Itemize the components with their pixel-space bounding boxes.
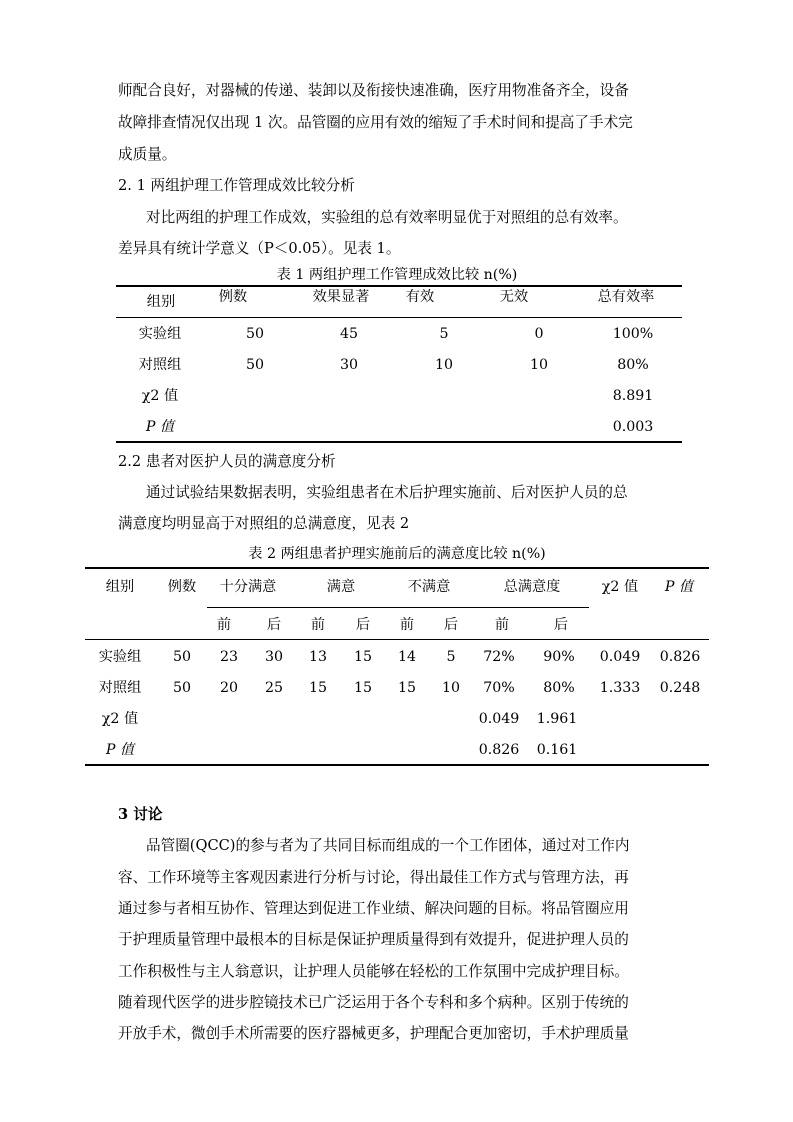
table2-subheader-cell: 前 [494,617,510,633]
table2-subheader-cell: 前 [216,617,232,633]
table1-cell: 5 [439,326,449,342]
table2-subheader-rule [207,607,589,608]
table1-cell: 50 [245,357,265,373]
table2-cell: 14 [397,649,417,665]
table1-header-rule [116,317,682,318]
paragraph-line: 品管圈(QCC)的参与者为了共同目标而组成的一个工作团体，通过对工作内 [146,837,630,854]
table1-bottom-rule [116,441,682,443]
table2-cell: 1.333 [599,680,641,696]
table2-header-cell: 满意 [326,579,356,595]
table2-header-cell: χ2 值 [601,579,639,595]
table2-subheader-cell: 前 [399,617,415,633]
table2-subheader-cell: 后 [443,617,459,633]
table2-subheader-cell: 后 [553,617,569,633]
section-heading-2-2: 2.2 患者对医护人员的满意度分析 [118,453,336,470]
table1-cell: 45 [339,326,359,342]
table1-cell: 8.891 [612,388,654,404]
table1-cell: 0.003 [612,419,654,435]
paragraph-line: 随着现代医学的进步腔镜技术已广泛运用于各个专科和多个病种。区别于传统的 [118,994,629,1011]
table1-cell: 实验组 [138,326,182,342]
table2-cell: 72% [483,649,515,665]
table1-cell: 100% [612,326,654,342]
table2-header-cell: 总满意度 [503,579,561,595]
table2-header-cell: 组别 [105,579,135,595]
table2-cell: 0.826 [478,742,520,758]
table1-header-cell: 组别 [146,294,176,310]
table2-header-cell: 十分满意 [219,579,277,595]
table2-top-rule [85,567,709,569]
paragraph-line: 满意度均明显高于对照组的总满意度，见表 2 [118,515,410,532]
table2-cell: 15 [397,680,417,696]
table1-top-rule [116,285,682,287]
table2-cell: 1.961 [536,711,578,727]
table2-cell: 0.826 [659,649,701,665]
paragraph-line: 容、工作环境等主客观因素进行分析与讨论，得出最佳工作方式与管理方法，再 [118,869,629,886]
table2-cell: 0.049 [478,711,520,727]
table1-header-cell: 无效 [499,289,529,305]
table2-cell: 20 [219,680,239,696]
table2-subheader-cell: 后 [355,617,371,633]
table1-cell: 10 [529,357,549,373]
table2-cell: 30 [264,649,284,665]
table1-caption: 表 1 两组护理工作管理成效比较 n(%) [276,267,518,283]
table2-header-cell: 例数 [167,579,197,595]
table2-cell: 实验组 [98,649,142,665]
table2-cell: 5 [446,649,456,665]
table2-cell: 0.049 [599,649,641,665]
table1-cell: 对照组 [138,357,182,373]
table2-header-cell: 不满意 [407,579,451,595]
paragraph-line: 成质量。 [118,146,177,163]
table2-header-rule [85,639,709,640]
table2-cell: 15 [308,680,328,696]
section-heading-2-1: 2. 1 两组护理工作管理成效比较分析 [118,177,355,194]
paragraph-line: 差异具有统计学意义（P＜0.05）。见表 1。 [118,240,401,257]
table1-cell: 10 [434,357,454,373]
table2-cell: 10 [441,680,461,696]
paragraph-line: 工作积极性与主人翁意识，让护理人员能够在轻松的工作氛围中完成护理目标。 [118,963,629,980]
table2-subheader-cell: 后 [266,617,282,633]
table2-cell: 0.248 [659,680,701,696]
table2-caption: 表 2 两组患者护理实施前后的满意度比较 n(%) [248,546,546,562]
table2-subheader-cell: 前 [310,617,326,633]
table1-header-cell: 有效 [405,289,435,305]
table2-cell: 70% [483,680,515,696]
table1-header-cell: 例数 [218,289,248,305]
paragraph-line: 故障排查情况仅出现 1 次。品管圈的应用有效的缩短了手术时间和提高了手术完 [118,114,633,131]
section-heading-3: 3 讨论 [118,806,163,823]
table2-header-cell: P 值 [664,579,694,595]
table2-cell: 80% [543,680,575,696]
table2-cell: 50 [172,680,192,696]
table1-cell: 50 [245,326,265,342]
table1-cell: 0 [534,326,544,342]
table1-cell: P 值 [145,419,175,435]
table2-cell: P 值 [105,742,135,758]
table1-cell: χ2 值 [141,388,179,404]
table2-cell: 0.161 [536,742,578,758]
table2-cell: 15 [353,649,373,665]
table2-cell: 25 [264,680,284,696]
table2-cell: 13 [308,649,328,665]
paragraph-line: 对比两组的护理工作成效，实验组的总有效率明显优于对照组的总有效率。 [146,209,628,226]
table2-cell: 50 [172,649,192,665]
table2-bottom-rule [85,764,709,766]
paragraph-line: 于护理质量管理中最根本的目标是保证护理质量得到有效提升，促进护理人员的 [118,931,629,948]
table2-cell: 90% [543,649,575,665]
table2-cell: 对照组 [98,680,142,696]
paragraph-line: 通过试验结果数据表明，实验组患者在术后护理实施前、后对医护人员的总 [146,484,628,501]
paragraph-line: 通过参与者相互协作、管理达到促进工作业绩、解决问题的目标。将品管圈应用 [118,900,629,917]
table1-cell: 80% [617,357,649,373]
table1-cell: 30 [339,357,359,373]
table2-cell: 23 [219,649,239,665]
table2-cell: χ2 值 [101,711,139,727]
table2-cell: 15 [353,680,373,696]
table1-header-cell: 总有效率 [597,289,655,305]
paragraph-line: 师配合良好，对器械的传递、装卸以及衔接快速准确，医疗用物准备齐全，设备 [118,82,629,99]
table1-header-cell: 效果显著 [312,289,370,305]
paragraph-line: 开放手术，微创手术所需要的医疗器械更多，护理配合更加密切，手术护理质量 [118,1025,629,1042]
